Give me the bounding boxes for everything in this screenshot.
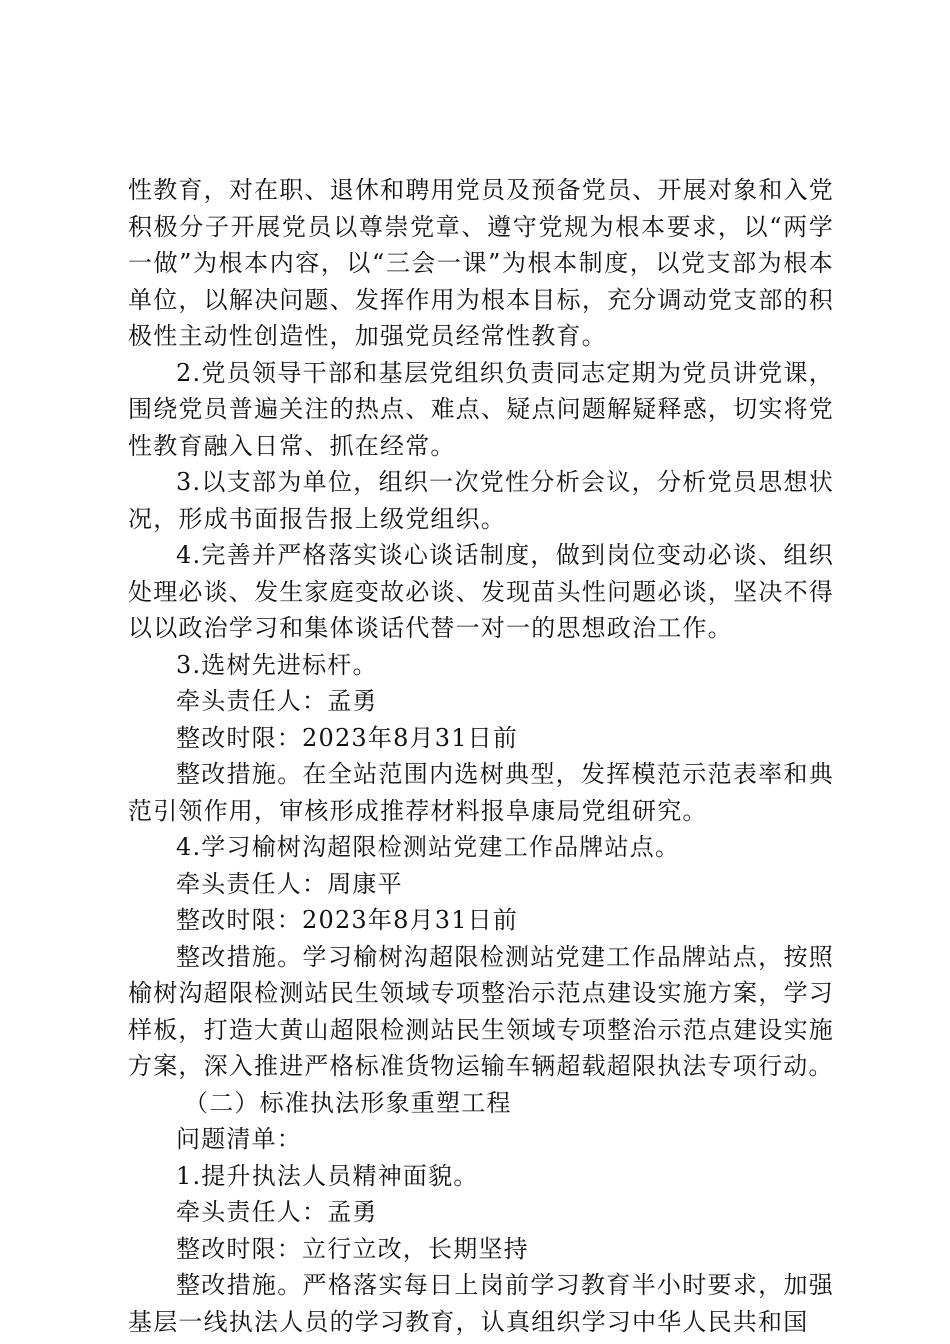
- item-heading-enforcement-morale: 1.提升执法人员精神面貌。: [176, 1161, 479, 1190]
- deadline: 整改时限：2023年8月31日前: [176, 723, 519, 752]
- paragraph-party-education: 性教育，对在职、退休和聘用党员及预备党员、开展对象和入党积极分子开展党员以尊崇党章、遵守党规为根本要求，以“两学一做”为根本内容，以“三会一课”为根本制度，以党支部为根本单位，以解决问题、发挥作用为根本目标，充分调动党支部的积极性主动性创造性，加强党员经常性教育。: [128, 176, 834, 350]
- item-heading-learn-brand-station: 4.学习榆树沟超限检测站党建工作品牌站点。: [176, 833, 681, 861]
- paragraph-item-2-party-lectures: 2.党员领导干部和基层党组织负责同志定期为党员讲党课，围绕党员普遍关注的热点、难点、疑点问题解疑释惑，切实将党性教育融入日常、抓在经常。: [128, 358, 834, 460]
- paragraph-item-3-party-analysis: 3.以支部为单位，组织一次党性分析会议，分析党员思想状况，形成书面报告报上级党组织。: [128, 468, 834, 533]
- paragraph-item-4-heart-talks: 4.完善并严格落实谈心谈话制度，做到岗位变动必谈、组织处理必谈、发生家庭变故必谈、发现苗头性问题必谈，坚决不得以以政治学习和集体谈话代替一对一的思想政治工作。: [128, 541, 834, 642]
- rectification-measures: 整改措施。在全站范围内选树典型，发挥模范示范表率和典范引领作用，审核形成推荐材料报阜康局党组研究。: [128, 760, 834, 825]
- deadline: 整改时限：2023年8月31日前: [176, 906, 519, 934]
- document-page: [128, 172, 834, 1340]
- rectification-measures: 整改措施。严格落实每日上岗前学习教育半小时要求，加强基层一线执法人员的学习教育，认真组织学习中华人民共和国: [128, 1271, 834, 1336]
- deadline: 整改时限：立行立改，长期坚持: [176, 1234, 529, 1263]
- rectification-measures: 整改措施。学习榆树沟超限检测站党建工作品牌站点，按照榆树沟超限检测站民生领域专项整治示范点建设实施方案，学习样板，打造大黄山超限检测站民生领域专项整治示范点建设实施方案，深入推进严格标准货物运输车辆超载超限执法专项行动。: [128, 942, 834, 1080]
- item-heading-select-models: 3.选树先进标杆。: [176, 650, 378, 679]
- responsible-person: 牵头责任人：周康平: [176, 869, 403, 898]
- section-heading-law-enforcement-image: （二）标准执法形象重塑工程: [184, 1088, 512, 1117]
- responsible-person: 牵头责任人：孟勇: [176, 687, 378, 715]
- responsible-person: 牵头责任人：孟勇: [176, 1198, 378, 1226]
- problem-list-label: 问题清单：: [176, 1125, 302, 1153]
